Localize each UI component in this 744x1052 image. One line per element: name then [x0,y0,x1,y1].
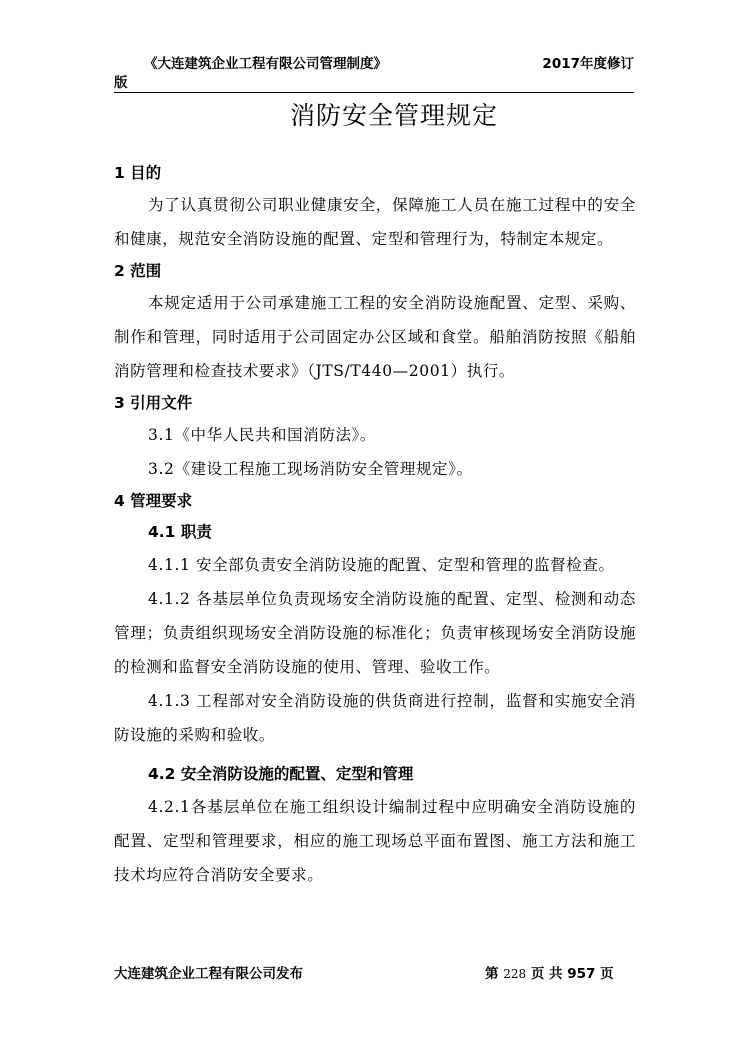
subsection-heading-configuration: 4.2 安全消防设施的配置、定型和管理 [148,765,414,783]
page-mid: 页 共 [530,966,563,982]
paragraph-scope: 本规定适用于公司承建施工工程的安全消防设施配置、定型、采购、制作和管理，同时适用于公司固定办公区域和食堂。船舶消防按照《船舶消防管理和检查技术要求》（JTS/T440—2001）执行。 [114,294,636,380]
header-revision: 2017年度修订 [542,56,634,72]
reference-item: 3.2《建设工程施工现场消防安全管理规定》。 [148,460,473,478]
page-current: 228 [503,967,527,981]
paragraph-config-4-2-1: 4.2.1各基层单位在施工组织设计编制过程中应明确安全消防设施的配置、定型和管理要求，相应的施工现场总平面布置图、施工方法和施工技术均应符合消防安全要求。 [114,798,636,884]
paragraph-duty-4-1-3: 4.1.3 工程部对安全消防设施的供货商进行控制，监督和实施安全消防设施的采购和验收。 [114,692,636,744]
document-body [114,158,636,892]
section-heading-references: 3 引用文件 [114,394,193,412]
page-header [114,52,634,93]
footer-publisher: 大连建筑企业工程有限公司发布 [114,966,303,982]
reference-item: 3.1《中华人民共和国消防法》。 [148,426,377,444]
paragraph-purpose: 为了认真贯彻公司职业健康安全，保障施工人员在施工过程中的安全和健康，规范安全消防设施的配置、定型和管理行为，特制定本规定。 [114,196,636,248]
paragraph-duty-4-1-1: 4.1.1 安全部负责安全消防设施的配置、定型和管理的监督检查。 [148,556,615,574]
header-revision-wrap: 版 [114,75,128,91]
page-suffix: 页 [600,966,614,982]
subsection-heading-duties: 4.1 职责 [148,523,212,541]
page-number [485,962,614,982]
document-title: 消防安全管理规定 [289,101,498,130]
paragraph-duty-4-1-2: 4.1.2 各基层单位负责现场安全消防设施的配置、定型、检测和动态管理；负责组织现场安全消防设施的标准化；负责审核现场安全消防设施的检测和监督安全消防设施的使用、管理、验收工作。 [114,590,636,676]
section-heading-scope: 2 范围 [114,262,162,280]
header-title: 《大连建筑企业工程有限公司管理制度》 [144,56,387,72]
section-heading-requirements: 4 管理要求 [114,492,193,510]
page-prefix: 第 [485,966,499,982]
section-heading-purpose: 1 目的 [114,164,162,182]
page-total: 957 [567,966,596,982]
